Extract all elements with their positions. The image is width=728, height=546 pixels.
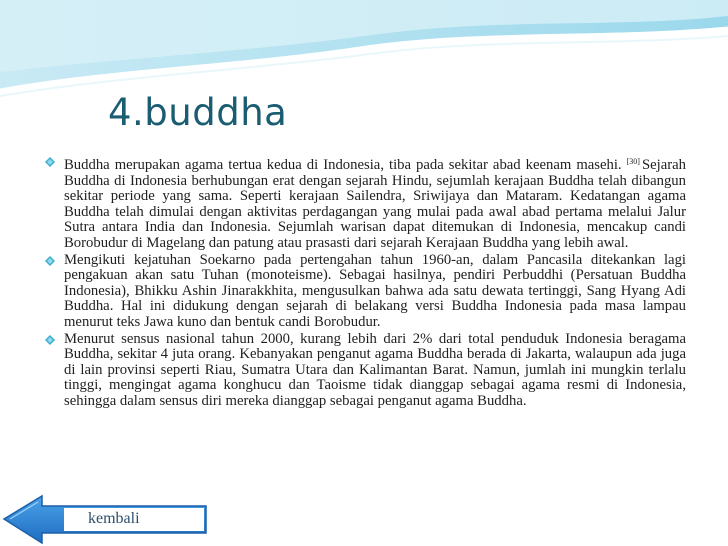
slide-title: 4.buddha — [108, 91, 288, 134]
list-item — [44, 253, 686, 331]
list-item — [44, 332, 686, 410]
bullet-text: Mengikuti kejatuhan Soekarno pada pertengahan tahun 1960-an, dalam Pancasila ditekankan lagi pengakuan akan satu Tuhan (monoteisme). Sebagai hasilnya, pendiri Perbuddhi (Persatuan Buddha Indonesia), Bhikku Ashin Jinarakkhita, mengusulkan bahwa ada satu dewata tertinggi, Sang Hyang Adi Buddha. Hal ini didukung dengan sejarah di belakang versi Buddha Indonesia pada masa lampau menurut teks Jawa kuno dan bentuk candi Borobudur. — [64, 251, 686, 330]
back-button-label: kembali — [88, 510, 140, 527]
diamond-bullet-icon — [45, 157, 55, 167]
citation-link[interactable]: [30] — [626, 157, 640, 166]
diamond-bullet-icon — [45, 335, 55, 345]
diamond-bullet-icon — [45, 256, 55, 266]
bullet-text-part: Buddha merupakan agama tertua kedua di Indonesia, tiba pada sekitar abad keenam masehi. — [64, 157, 622, 173]
bullet-text-part: Sejarah Buddha di Indonesia berhubungan erat dengan sejarah Hindu, sejumlah kerajaan Buddha telah dibangun sekitar periode yang sama. Seperti kerajaan Sailendra, Sriwijaya dan Mataram. Kedatangan agama Buddha telah dimulai dengan aktivitas perdagangan yang mulai pada awal abad pertama melalui Jalur Sutra antara India dan Indonesia. Sejumlah warisan dapat ditemukan di Indonesia, mencakup candi Borobudur di Magelang dan patung atau prasasti dari sejarah Kerajaan Buddha yang lebih awal. — [64, 157, 686, 251]
bullet-list — [44, 154, 686, 411]
bullet-text: Menurut sensus nasional tahun 2000, kurang lebih dari 2% dari total penduduk Indonesia beragama Buddha, sekitar 4 juta orang. Kebanyakan penganut agama Buddha berada di Jakarta, walaupun ada juga di lain provinsi seperti Riau, Sumatra Utara dan Kalimantan Barat. Namun, jumlah ini mungkin terlalu tinggi, mengingat agama konghucu dan Taoisme tidak dianggap sebagai agama resmi di Indonesia, sehingga dalam sensus diri mereka dianggap sebagai penganut agama Buddha. — [64, 330, 686, 409]
bullet-text — [64, 154, 686, 252]
list-item — [44, 154, 686, 252]
back-button[interactable] — [0, 493, 208, 545]
